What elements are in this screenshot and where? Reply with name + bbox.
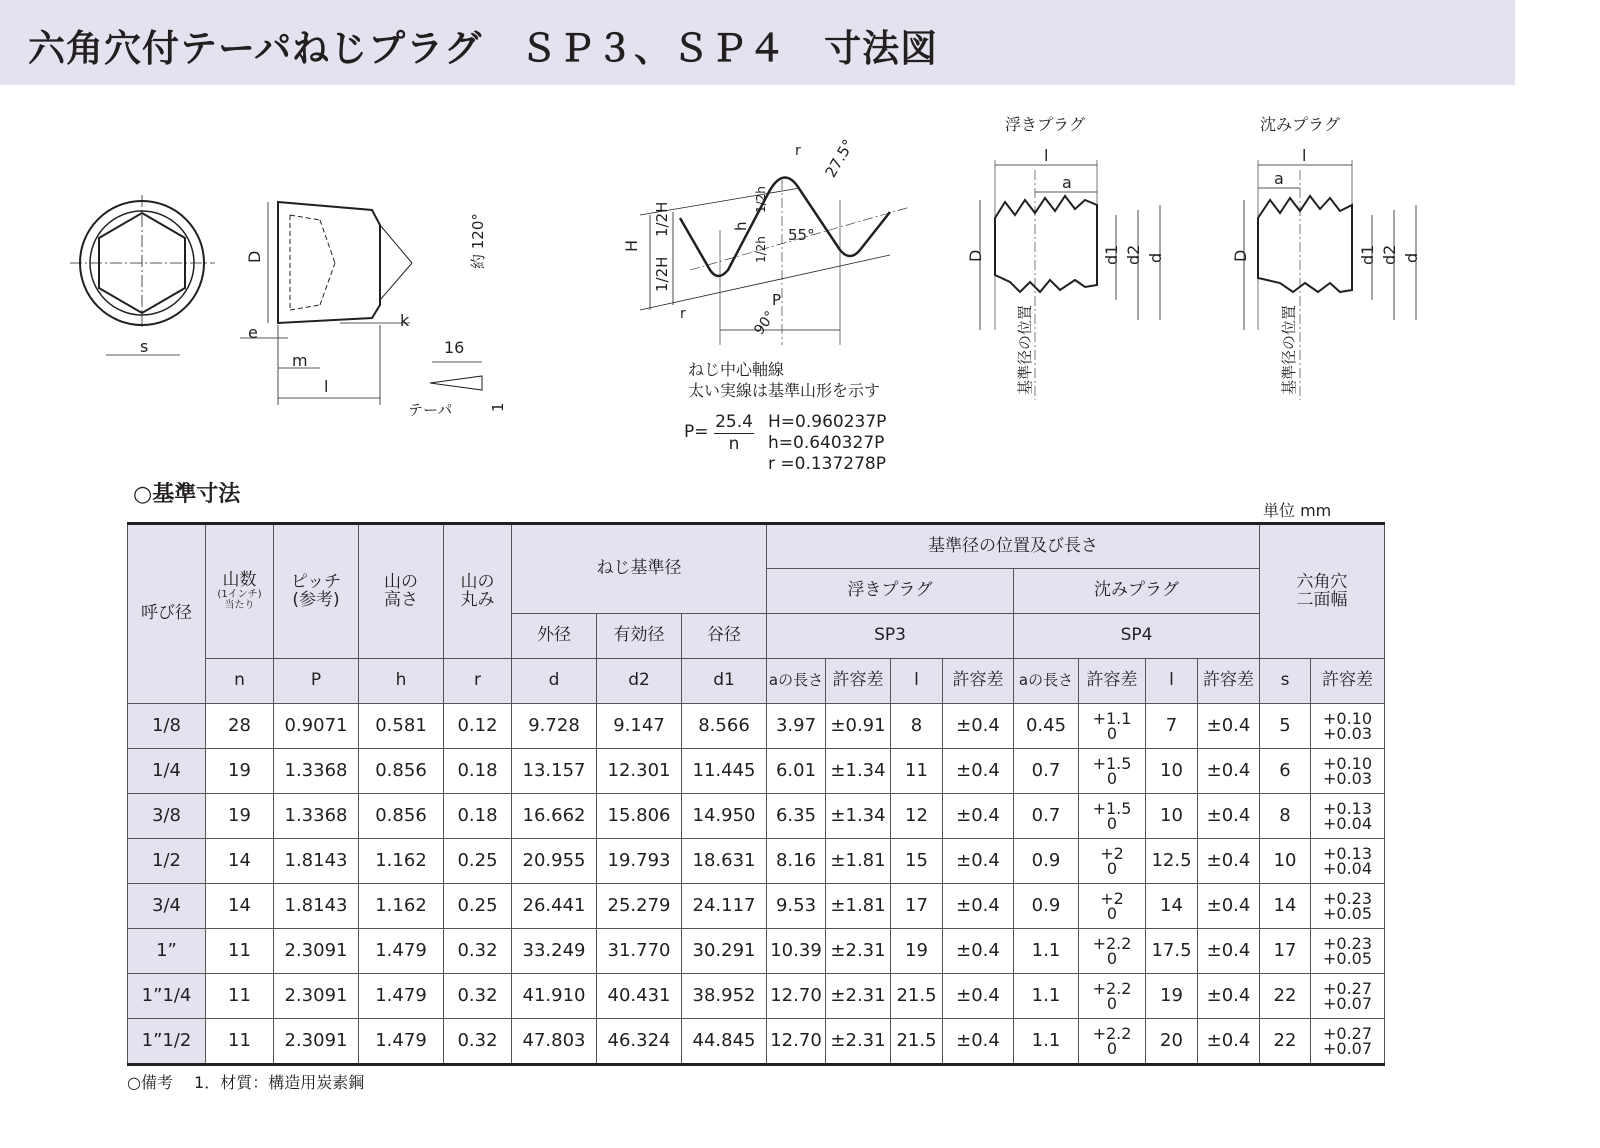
- cell-d2: 15.806: [597, 794, 682, 839]
- header-sunk: 沈みプラグ: [1014, 569, 1260, 614]
- cell-h: 1.162: [359, 884, 444, 929]
- header-symbol: 許容差: [1198, 659, 1260, 704]
- sunk-d1: d1: [1358, 244, 1377, 265]
- sunk-l: l: [1302, 146, 1307, 165]
- cell-a4: 1.1: [1014, 929, 1079, 974]
- cell-l3: 19: [891, 929, 943, 974]
- section-title: ○基準寸法: [133, 482, 241, 507]
- cell-d2: 9.147: [597, 704, 682, 749]
- header-hex: 六角穴 二面幅: [1260, 524, 1385, 659]
- cell-l3: 15: [891, 839, 943, 884]
- floating-l: l: [1044, 146, 1049, 165]
- cell-r: 0.18: [444, 794, 512, 839]
- table-row: [128, 1019, 1385, 1065]
- tolerance-lower: +0.05: [1322, 904, 1373, 923]
- cell-n: 19: [206, 749, 274, 794]
- cell-s: 8: [1260, 794, 1311, 839]
- cell-d: 13.157: [512, 749, 597, 794]
- H-formula: H=0.960237P: [768, 412, 887, 432]
- cell-a3: 6.35: [767, 794, 826, 839]
- floating-d: d: [1146, 252, 1165, 263]
- floating-d1: d1: [1102, 244, 1121, 265]
- cell-s-tolerance: [1311, 974, 1385, 1019]
- cell-tl4: ±0.4: [1198, 974, 1260, 1019]
- cell-h: 1.479: [359, 1019, 444, 1065]
- cell-l3: 17: [891, 884, 943, 929]
- cell-sp4-a-tolerance: [1079, 839, 1146, 884]
- cell-s-tolerance: [1311, 794, 1385, 839]
- cell-d2: 19.793: [597, 839, 682, 884]
- header-symbol: aの長さ: [1014, 659, 1079, 704]
- cell-tl3: ±0.4: [943, 1019, 1014, 1065]
- cell-r: 0.12: [444, 704, 512, 749]
- header-symbol: 許容差: [1311, 659, 1385, 704]
- header-root: 谷径: [682, 614, 767, 659]
- sunk-title: 沈みプラグ: [1260, 115, 1341, 134]
- cell-nom: 1/8: [128, 704, 206, 749]
- cell-s-tolerance: [1311, 1019, 1385, 1065]
- tolerance-upper: +2: [1100, 843, 1124, 863]
- header-sp4: SP4: [1014, 614, 1260, 659]
- cell-s: 22: [1260, 1019, 1311, 1065]
- header-symbol: 許容差: [1079, 659, 1146, 704]
- label-half-H-top: 1/2H: [653, 201, 671, 237]
- cell-ta3: ±2.31: [826, 1019, 891, 1065]
- cell-l4: 14: [1146, 884, 1198, 929]
- cell-s-tolerance: [1311, 749, 1385, 794]
- sunk-d: d: [1402, 252, 1421, 263]
- cell-P: 1.8143: [274, 884, 359, 929]
- tolerance-upper: +0.27: [1322, 1023, 1373, 1043]
- tolerance-upper: +0.13: [1322, 843, 1373, 863]
- cell-nom: 1”1/4: [128, 974, 206, 1019]
- dim-m: m: [292, 351, 308, 370]
- cell-a4: 0.45: [1014, 704, 1079, 749]
- tolerance-upper: +1.5: [1092, 798, 1132, 818]
- cell-a3: 12.70: [767, 1019, 826, 1065]
- cell-ta3: ±1.34: [826, 749, 891, 794]
- table-row: [128, 929, 1385, 974]
- cell-a3: 9.53: [767, 884, 826, 929]
- cell-s: 14: [1260, 884, 1311, 929]
- cell-d2: 46.324: [597, 1019, 682, 1065]
- cell-s-tolerance: [1311, 704, 1385, 749]
- cell-a3: 12.70: [767, 974, 826, 1019]
- cell-l4: 10: [1146, 749, 1198, 794]
- cell-sp4-a-tolerance: [1079, 704, 1146, 749]
- header-symbol: l: [891, 659, 943, 704]
- dim-l: l: [324, 377, 329, 396]
- cell-tl3: ±0.4: [943, 884, 1014, 929]
- cell-r: 0.25: [444, 884, 512, 929]
- sunk-d2: d2: [1380, 244, 1399, 265]
- header-pitch: ピッチ (参考): [274, 524, 359, 659]
- dimension-table: [127, 522, 1385, 1066]
- tolerance-upper: +0.13: [1322, 798, 1373, 818]
- cell-a4: 0.9: [1014, 884, 1079, 929]
- cell-d1: 24.117: [682, 884, 767, 929]
- cell-s-tolerance: [1311, 884, 1385, 929]
- cell-a3: 6.01: [767, 749, 826, 794]
- cell-nom: 3/8: [128, 794, 206, 839]
- cell-P: 0.9071: [274, 704, 359, 749]
- cell-d2: 40.431: [597, 974, 682, 1019]
- header-basic-diameter: ねじ基準径: [512, 524, 767, 614]
- header-floating: 浮きプラグ: [767, 569, 1014, 614]
- dim-k: k: [400, 311, 410, 330]
- p-num: 25.4: [715, 412, 753, 432]
- header-height: 山の 高さ: [359, 524, 444, 659]
- cell-tl4: ±0.4: [1198, 884, 1260, 929]
- tolerance-upper: +0.23: [1322, 888, 1373, 908]
- p-lhs: P=: [684, 422, 709, 442]
- cell-h: 1.479: [359, 974, 444, 1019]
- cell-P: 2.3091: [274, 974, 359, 1019]
- tolerance-lower: 0: [1106, 724, 1118, 743]
- cell-s: 5: [1260, 704, 1311, 749]
- table-row: [128, 794, 1385, 839]
- tolerance-upper: +2.2: [1092, 1023, 1132, 1043]
- sunk-a: a: [1274, 169, 1284, 188]
- tolerance-lower: 0: [1106, 814, 1118, 833]
- dim-D: D: [245, 250, 264, 263]
- cell-P: 2.3091: [274, 929, 359, 974]
- tolerance-lower: 0: [1106, 1039, 1118, 1058]
- label-55: 55°: [788, 226, 815, 244]
- thread-profile-drawing: [610, 130, 910, 400]
- tolerance-lower: 0: [1106, 904, 1118, 923]
- dim-e: e: [248, 323, 258, 342]
- cell-nom: 1/2: [128, 839, 206, 884]
- cell-a3: 3.97: [767, 704, 826, 749]
- cell-s: 6: [1260, 749, 1311, 794]
- cell-P: 1.8143: [274, 839, 359, 884]
- label-half-H-bottom: 1/2H: [653, 256, 671, 292]
- cell-d1: 18.631: [682, 839, 767, 884]
- header-symbol: d2: [597, 659, 682, 704]
- cell-tl3: ±0.4: [943, 704, 1014, 749]
- cell-nom: 3/4: [128, 884, 206, 929]
- cell-d: 33.249: [512, 929, 597, 974]
- cell-d2: 31.770: [597, 929, 682, 974]
- cell-l4: 10: [1146, 794, 1198, 839]
- cell-r: 0.18: [444, 749, 512, 794]
- header-position: 基準径の位置及び長さ: [767, 524, 1260, 569]
- tolerance-upper: +2.2: [1092, 933, 1132, 953]
- header-symbol: d: [512, 659, 597, 704]
- header-round: 山の 丸み: [444, 524, 512, 659]
- cell-d: 26.441: [512, 884, 597, 929]
- tolerance-lower: +0.07: [1322, 994, 1373, 1013]
- header-symbol: 許容差: [826, 659, 891, 704]
- cell-tl3: ±0.4: [943, 794, 1014, 839]
- cell-tl4: ±0.4: [1198, 749, 1260, 794]
- taper-length: 16: [444, 338, 465, 357]
- cell-n: 19: [206, 794, 274, 839]
- cell-ta3: ±2.31: [826, 929, 891, 974]
- tolerance-lower: 0: [1106, 949, 1118, 968]
- dim-angle: 約 120°: [469, 213, 487, 269]
- cell-r: 0.32: [444, 1019, 512, 1065]
- floating-D: D: [966, 249, 985, 262]
- cell-a4: 0.9: [1014, 839, 1079, 884]
- table-row: [128, 839, 1385, 884]
- cell-l4: 17.5: [1146, 929, 1198, 974]
- tolerance-upper: +0.10: [1322, 708, 1373, 728]
- remarks: ○備考 1．材質：構造用炭素鋼: [127, 1073, 365, 1092]
- cell-nom: 1”: [128, 929, 206, 974]
- page-title: 六角穴付テーパねじプラグ ＳＰ３、ＳＰ４ 寸法図: [28, 27, 939, 70]
- cell-tl4: ±0.4: [1198, 704, 1260, 749]
- header-symbol: s: [1260, 659, 1311, 704]
- cell-h: 0.581: [359, 704, 444, 749]
- profile-note: 太い実線は基準山形を示す: [688, 381, 881, 400]
- cell-tl4: ±0.4: [1198, 839, 1260, 884]
- tolerance-upper: +1.5: [1092, 753, 1132, 773]
- cell-l4: 19: [1146, 974, 1198, 1019]
- cell-P: 1.3368: [274, 749, 359, 794]
- cell-d: 16.662: [512, 794, 597, 839]
- cell-d2: 12.301: [597, 749, 682, 794]
- cell-d1: 11.445: [682, 749, 767, 794]
- header-outer: 外径: [512, 614, 597, 659]
- cell-a3: 10.39: [767, 929, 826, 974]
- sunk-ref: 基準径の位置: [1280, 304, 1298, 395]
- cell-tl4: ±0.4: [1198, 929, 1260, 974]
- cell-r: 0.25: [444, 839, 512, 884]
- cell-tl4: ±0.4: [1198, 1019, 1260, 1065]
- floating-ref: 基準径の位置: [1016, 304, 1034, 395]
- tolerance-lower: +0.04: [1322, 859, 1373, 878]
- cell-d1: 38.952: [682, 974, 767, 1019]
- unit-label: 単位 mm: [1263, 501, 1332, 520]
- tolerance-upper: +1.1: [1092, 708, 1132, 728]
- tolerance-lower: 0: [1106, 994, 1118, 1013]
- cell-r: 0.32: [444, 929, 512, 974]
- label-r-bottom: r: [680, 306, 686, 322]
- cell-n: 14: [206, 839, 274, 884]
- floating-plug-drawing: [960, 110, 1180, 410]
- plug-dimension-drawing: [60, 190, 507, 430]
- cell-sp4-a-tolerance: [1079, 749, 1146, 794]
- cell-r: 0.32: [444, 974, 512, 1019]
- tolerance-lower: +0.07: [1322, 1039, 1373, 1058]
- cell-l4: 7: [1146, 704, 1198, 749]
- cell-d: 41.910: [512, 974, 597, 1019]
- cell-sp4-a-tolerance: [1079, 794, 1146, 839]
- cell-sp4-a-tolerance: [1079, 929, 1146, 974]
- cell-sp4-a-tolerance: [1079, 1019, 1146, 1065]
- cell-l3: 21.5: [891, 974, 943, 1019]
- header-symbol: h: [359, 659, 444, 704]
- header-threads: 山数 (1インチ) 当たり: [206, 524, 274, 659]
- dim-s: s: [140, 337, 149, 356]
- taper-rise: 1: [489, 402, 507, 412]
- cell-d: 47.803: [512, 1019, 597, 1065]
- cell-n: 14: [206, 884, 274, 929]
- cell-n: 11: [206, 929, 274, 974]
- label-r-top: r: [795, 143, 801, 159]
- cell-h: 0.856: [359, 749, 444, 794]
- cell-sp4-a-tolerance: [1079, 884, 1146, 929]
- cell-d1: 8.566: [682, 704, 767, 749]
- cell-d2: 25.279: [597, 884, 682, 929]
- cell-h: 0.856: [359, 794, 444, 839]
- cell-l3: 21.5: [891, 1019, 943, 1065]
- cell-nom: 1/4: [128, 749, 206, 794]
- cell-tl3: ±0.4: [943, 974, 1014, 1019]
- cell-a4: 0.7: [1014, 794, 1079, 839]
- cell-l3: 11: [891, 749, 943, 794]
- tolerance-lower: +0.05: [1322, 949, 1373, 968]
- tolerance-upper: +0.10: [1322, 753, 1373, 773]
- r-formula: r =0.137278P: [768, 454, 887, 474]
- cell-P: 2.3091: [274, 1019, 359, 1065]
- cell-nom: 1”1/2: [128, 1019, 206, 1065]
- tolerance-upper: +2.2: [1092, 978, 1132, 998]
- header-symbol: aの長さ: [767, 659, 826, 704]
- cell-ta3: ±1.81: [826, 839, 891, 884]
- floating-d2: d2: [1124, 244, 1143, 265]
- tolerance-upper: +0.23: [1322, 933, 1373, 953]
- cell-s-tolerance: [1311, 929, 1385, 974]
- cell-P: 1.3368: [274, 794, 359, 839]
- floating-a: a: [1062, 173, 1072, 192]
- cell-h: 1.479: [359, 929, 444, 974]
- table-row: [128, 704, 1385, 749]
- cell-l4: 20: [1146, 1019, 1198, 1065]
- label-P: P: [772, 291, 782, 309]
- cell-d1: 30.291: [682, 929, 767, 974]
- h-formula: h=0.640327P: [768, 433, 885, 453]
- axis-label: ねじ中心軸線: [688, 360, 785, 379]
- taper-label: テーパ: [408, 401, 453, 419]
- cell-s: 22: [1260, 974, 1311, 1019]
- cell-d1: 44.845: [682, 1019, 767, 1065]
- cell-l4: 12.5: [1146, 839, 1198, 884]
- cell-tl3: ±0.4: [943, 929, 1014, 974]
- cell-d1: 14.950: [682, 794, 767, 839]
- tolerance-lower: +0.03: [1322, 769, 1373, 788]
- cell-s: 17: [1260, 929, 1311, 974]
- cell-n: 11: [206, 1019, 274, 1065]
- cell-ta3: ±1.81: [826, 884, 891, 929]
- header-symbol: d1: [682, 659, 767, 704]
- header-symbol: l: [1146, 659, 1198, 704]
- cell-ta3: ±2.31: [826, 974, 891, 1019]
- tolerance-upper: +2: [1100, 888, 1124, 908]
- cell-a4: 0.7: [1014, 749, 1079, 794]
- label-27-5: 27.5°: [821, 136, 858, 181]
- header-symbol: P: [274, 659, 359, 704]
- cell-tl3: ±0.4: [943, 749, 1014, 794]
- cell-a4: 1.1: [1014, 974, 1079, 1019]
- cell-a4: 1.1: [1014, 1019, 1079, 1065]
- header-symbol: r: [444, 659, 512, 704]
- cell-l3: 8: [891, 704, 943, 749]
- cell-tl4: ±0.4: [1198, 794, 1260, 839]
- header-symbol: n: [206, 659, 274, 704]
- header-effective: 有効径: [597, 614, 682, 659]
- cell-h: 1.162: [359, 839, 444, 884]
- floating-title: 浮きプラグ: [1005, 115, 1086, 134]
- tolerance-lower: +0.03: [1322, 724, 1373, 743]
- label-half-h-bottom: 1/2h: [754, 236, 768, 263]
- label-90: 90°: [751, 308, 779, 338]
- label-H: H: [622, 239, 641, 252]
- tolerance-upper: +0.27: [1322, 978, 1373, 998]
- title-bar: [0, 0, 1515, 85]
- cell-n: 11: [206, 974, 274, 1019]
- sunk-D: D: [1231, 249, 1250, 262]
- p-den: n: [728, 434, 740, 454]
- cell-sp4-a-tolerance: [1079, 974, 1146, 1019]
- tolerance-lower: 0: [1106, 769, 1118, 788]
- label-h: h: [732, 221, 750, 231]
- cell-d: 20.955: [512, 839, 597, 884]
- label-half-h-top: 1/2h: [754, 186, 768, 213]
- cell-s: 10: [1260, 839, 1311, 884]
- table-row: [128, 974, 1385, 1019]
- header-nominal: 呼び径: [128, 524, 206, 704]
- cell-n: 28: [206, 704, 274, 749]
- tolerance-lower: +0.04: [1322, 814, 1373, 833]
- cell-d: 9.728: [512, 704, 597, 749]
- cell-tl3: ±0.4: [943, 839, 1014, 884]
- table-row: [128, 884, 1385, 929]
- sunk-plug-drawing: [1220, 110, 1440, 410]
- cell-ta3: ±1.34: [826, 794, 891, 839]
- tolerance-lower: 0: [1106, 859, 1118, 878]
- table-row: [128, 749, 1385, 794]
- cell-a3: 8.16: [767, 839, 826, 884]
- cell-l3: 12: [891, 794, 943, 839]
- cell-s-tolerance: [1311, 839, 1385, 884]
- header-sp3: SP3: [767, 614, 1014, 659]
- cell-ta3: ±0.91: [826, 704, 891, 749]
- header-symbol: 許容差: [943, 659, 1014, 704]
